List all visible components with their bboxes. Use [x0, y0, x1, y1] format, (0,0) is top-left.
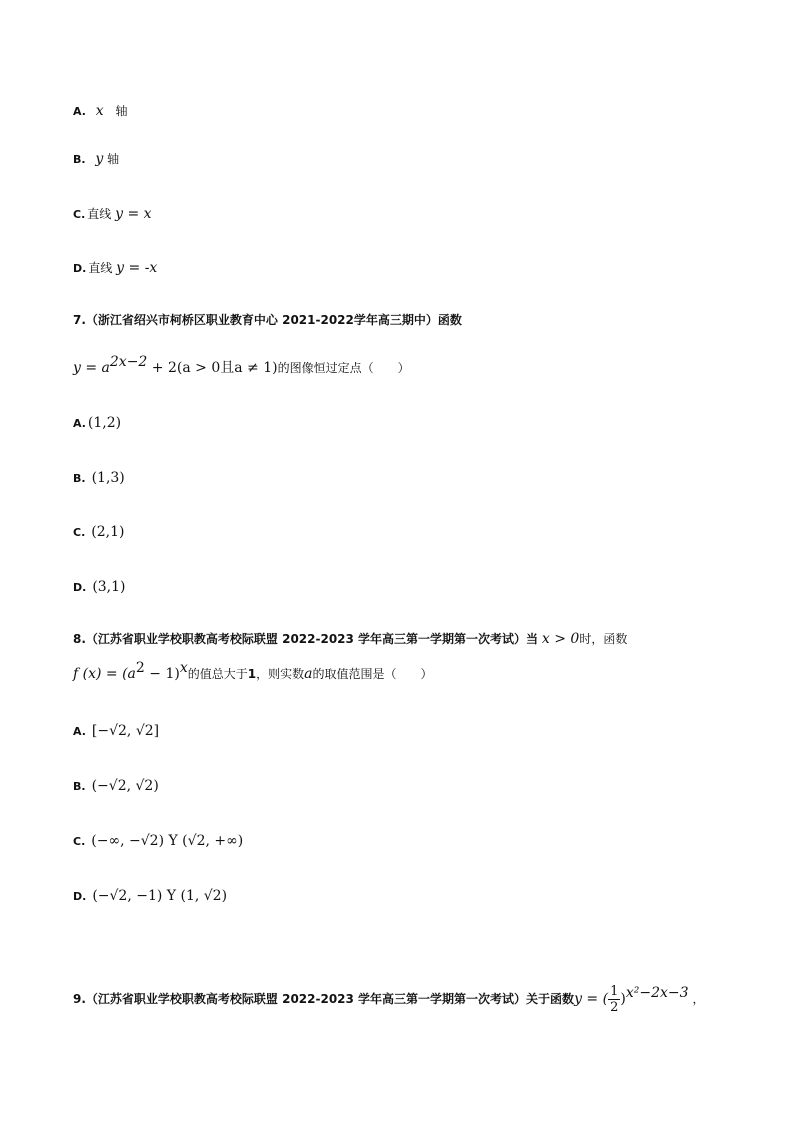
question-var: a	[304, 666, 313, 682]
question-text-b: ，则实数	[256, 667, 305, 681]
q7-option-c	[73, 522, 124, 543]
function-close: )	[620, 991, 626, 1007]
question-one: 1	[247, 667, 257, 681]
condition-math: x > 0	[541, 631, 580, 647]
question-number: 9.	[73, 992, 86, 1006]
q7-stem	[73, 310, 462, 330]
option-pre: 直线	[88, 261, 113, 275]
function-exponent: x	[179, 660, 188, 676]
option-value: (−∞, −√2) Y (√2, +∞)	[91, 833, 244, 849]
function-pre: y = (	[574, 991, 609, 1007]
option-math: x	[95, 103, 104, 119]
option-label: D.	[73, 581, 87, 594]
question-source: （浙江省绍兴市柯桥区职业教育中心 2021-2022学年高三期中）函数	[85, 313, 462, 327]
option-value: (1,2)	[87, 415, 122, 431]
function-exponent: x²−2x−3	[625, 985, 689, 1001]
q8-option-d	[73, 886, 227, 907]
function-pre: f (x) = (a	[73, 666, 136, 682]
fraction-denominator: 2	[610, 1000, 619, 1015]
option-label: C.	[73, 835, 86, 848]
option-text: 轴	[115, 104, 128, 118]
option-label: A.	[73, 417, 86, 430]
option-label: A.	[73, 105, 86, 118]
formula-base: y = a	[73, 360, 110, 376]
q6-option-d	[73, 258, 157, 279]
q8-stem	[73, 629, 627, 649]
q8-option-b	[73, 776, 159, 797]
option-label: A.	[73, 725, 86, 738]
q8-option-a	[73, 721, 159, 742]
option-value: (1,3)	[91, 470, 125, 486]
option-text: 轴	[107, 152, 120, 166]
option-value: (−√2, −1) Y (1, √2)	[92, 888, 228, 904]
question-number: 8.	[73, 632, 86, 646]
formula-rest: + 2(a > 0且a ≠ 1)	[147, 360, 278, 376]
q7-option-a	[73, 413, 121, 434]
q7-option-b	[73, 468, 125, 489]
fraction-numerator: 1	[610, 984, 619, 999]
option-label: B.	[73, 780, 86, 793]
q7-formula-line	[73, 354, 410, 378]
q6-option-c	[73, 204, 152, 225]
function-mid: − 1)	[144, 666, 180, 682]
option-label: B.	[73, 153, 86, 166]
q6-option-a	[73, 101, 127, 122]
question-text-a: 的值总大于	[187, 667, 248, 681]
option-label: D.	[73, 262, 87, 275]
condition-text: 时，函数	[579, 632, 628, 646]
q9-stem	[73, 984, 705, 1015]
question-source: （江苏省职业学校职教高考校际联盟 2022-2023 学年高三第一学期第一次考试）关于函数	[85, 992, 575, 1006]
q7-option-d	[73, 577, 126, 598]
option-value: (2,1)	[91, 524, 125, 540]
option-value: [−√2, √2]	[91, 723, 160, 739]
option-label: C.	[73, 208, 86, 221]
question-number: 7.	[73, 313, 86, 327]
option-label: D.	[73, 890, 87, 903]
option-value: (−√2, √2)	[91, 778, 159, 794]
q8-option-c	[73, 831, 243, 852]
option-math: y	[95, 151, 104, 167]
option-label: C.	[73, 526, 86, 539]
question-source: （江苏省职业学校职教高考校际联盟 2022-2023 学年高三第一学期第一次考试）当	[85, 632, 539, 646]
option-math: y = -x	[116, 260, 158, 276]
fraction	[608, 984, 620, 1015]
question-text: 的图像恒过定点（ ）	[277, 361, 410, 375]
function-square: 2	[135, 660, 145, 676]
question-tail: ，	[692, 992, 705, 1006]
option-math: y = x	[115, 206, 152, 222]
question-text-c: 的取值范围是（ ）	[312, 667, 433, 681]
q6-option-b	[73, 149, 119, 170]
option-value: (3,1)	[92, 579, 126, 595]
formula-exponent: 2x−2	[109, 354, 148, 370]
q8-function-line	[73, 660, 433, 684]
option-label: B.	[73, 472, 86, 485]
option-pre: 直线	[87, 207, 112, 221]
